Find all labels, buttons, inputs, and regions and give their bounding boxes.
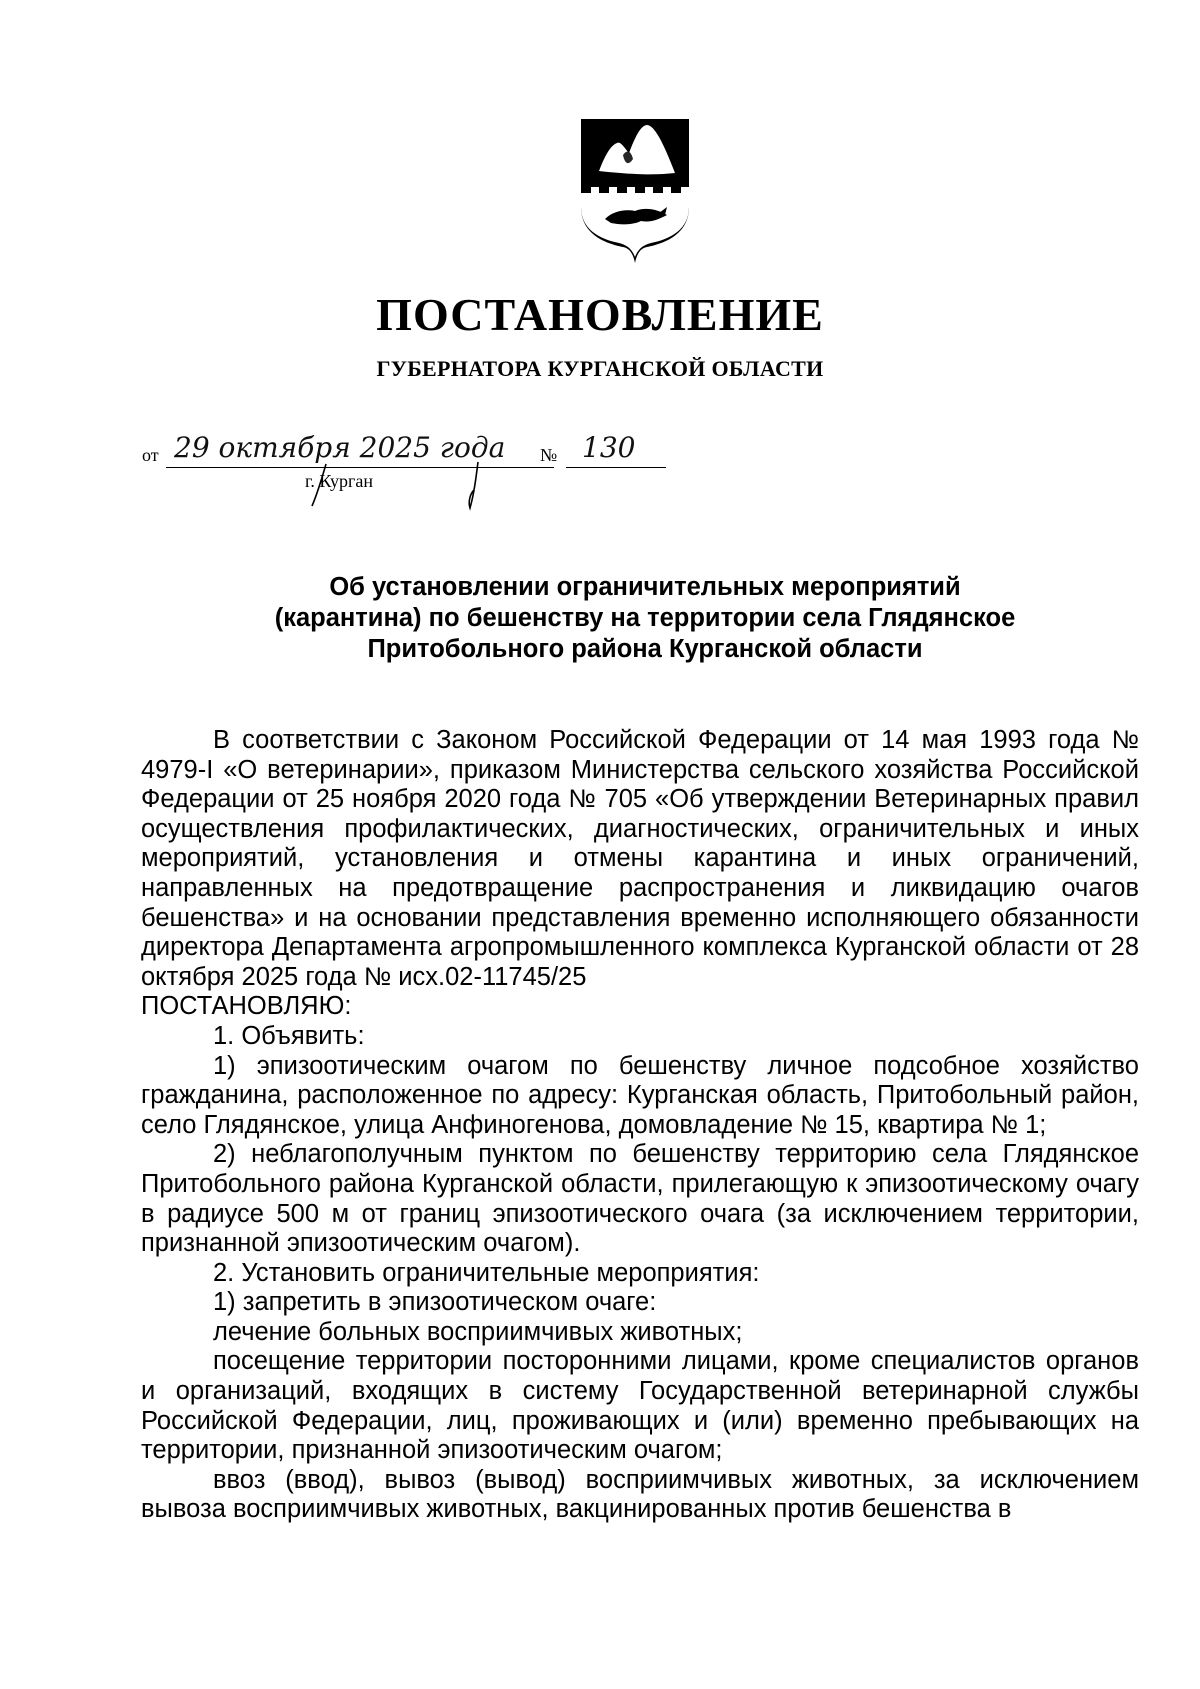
clause-1: 1. Объявить: <box>213 1021 365 1050</box>
heading-line: (карантина) по бешенству на территории села Глядянское <box>274 604 1016 632</box>
heading-line: Притобольного района Курганской области <box>367 635 923 663</box>
prohibition-item: посещение территории посторонними лицами, кроме специалистов органов и организаций, входящих в систему Государственной ветеринарной службы Российской Федерации, лиц, проживающих и (или) временно пребывающих на территории, признанной эпизоотическим очагом; <box>141 1347 1139 1465</box>
resolution-word: ПОСТАНОВЛЯЮ: <box>141 992 352 1021</box>
pen-stroke-mark <box>308 462 332 508</box>
clause-1-1: 1) эпизоотическим очагом по бешенству личное подсобное хозяйство гражданина, расположенное по адресу: Курганская область, Притобольный район, село Глядянское, улица Анфиногенова, домовладение № 15, квартира № 1; <box>141 1051 1139 1139</box>
handwritten-number: 130 <box>582 431 636 464</box>
prohibition-item: ввоз (ввод), вывоз (вывод) восприимчивых животных, за исключением вывоза восприимчивых животных, вакцинированных против бешенства в <box>141 1465 1139 1524</box>
document-title: ПОСТАНОВЛЕНИЕ <box>376 289 824 340</box>
city-label: г. Курган <box>305 471 374 491</box>
date-underline <box>166 467 554 468</box>
heading-line: Об установлении ограничительных мероприятий <box>329 573 961 601</box>
preamble-paragraph: В соответствии с Законом Российской Федерации от 14 мая 1993 года № 4979-I «О ветеринарии», приказом Министерства сельского хозяйства Российской Федерации от 25 ноября 2020 года № 705 «Об утверждении Ветеринарных правил осуществления профилактических, диагностических, ограничительных и иных мероприятий, установления и отмены карантина и иных ограничений, направленных на предотвращение распространения и ликвидацию очагов бешенства» и на основании представления временно исполняющего обязанности директора Департамента агропромышленного комплекса Курганской области от 28 октября 2025 года № исх.02-11745/25 <box>141 726 1139 991</box>
date-prefix: от <box>142 445 159 465</box>
document-heading <box>150 572 1140 665</box>
document-body <box>141 726 1139 1525</box>
clause-2-1: 1) запретить в эпизоотическом очаге: <box>213 1288 657 1317</box>
number-prefix: № <box>540 445 558 465</box>
clause-2: 2. Установить ограничительные мероприятия: <box>213 1258 760 1287</box>
clause-1-2: 2) неблагополучным пунктом по бешенству территорию села Глядянское Притобольного района Курганской области, прилегающую к эпизоотическому очагу в радиусе 500 м от границ эпизоотического очага (за исключением территории, признанной эпизоотическим очагом). <box>141 1140 1139 1258</box>
number-underline <box>566 467 666 468</box>
pen-loop-mark <box>464 460 484 512</box>
coat-of-arms-emblem <box>575 115 695 265</box>
handwritten-date: 29 октября 2025 года <box>174 431 506 464</box>
prohibition-item: лечение больных восприимчивых животных; <box>213 1317 743 1346</box>
issuer-subtitle: ГУБЕРНАТОРА КУРГАНСКОЙ ОБЛАСТИ <box>376 356 824 381</box>
